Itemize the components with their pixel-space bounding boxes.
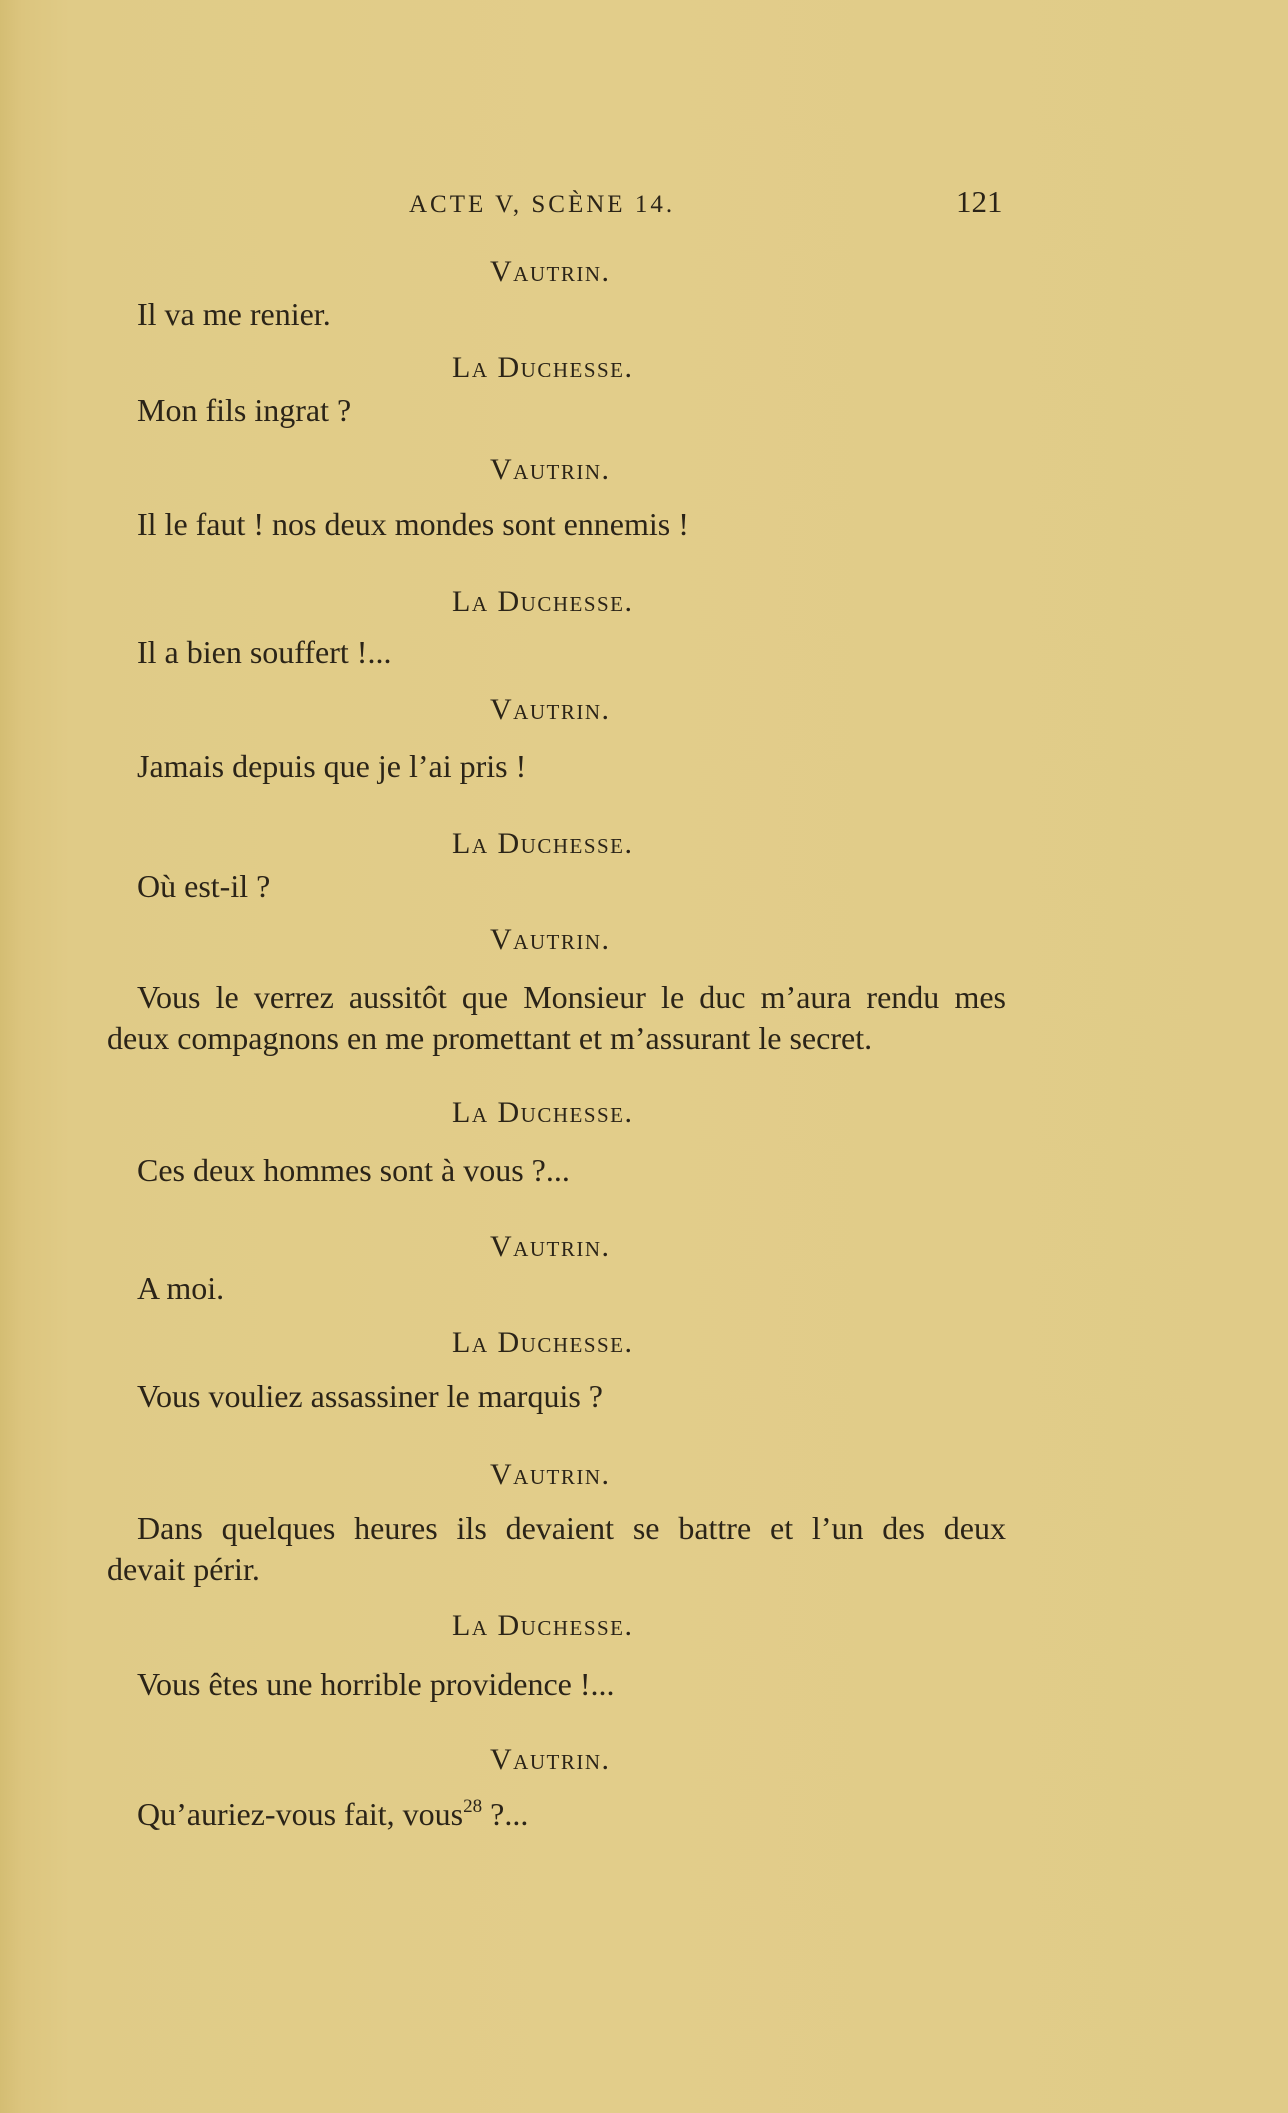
speaker-name: Vautrin. bbox=[490, 1230, 611, 1263]
dialogue-line: Il va me renier. bbox=[137, 296, 331, 332]
speaker-name: La Duchesse. bbox=[452, 585, 634, 618]
dialogue-text: ?... bbox=[490, 1796, 529, 1832]
speaker-name: Vautrin. bbox=[490, 255, 611, 288]
dialogue-paragraph bbox=[107, 977, 1006, 1059]
running-title: ACTE V, SCÈNE 14. bbox=[409, 191, 676, 218]
dialogue-line: Vous le verrez aussitôt que Monsieur le duc m’aura rendu mes bbox=[137, 979, 1006, 1015]
dialogue-line: Ces deux hommes sont à vous ?... bbox=[137, 1152, 570, 1188]
speaker-name: La Duchesse. bbox=[452, 1609, 634, 1642]
dialogue-line: Vous êtes une horrible providence !... bbox=[137, 1666, 615, 1702]
dialogue-line: Vous vouliez assassiner le marquis ? bbox=[137, 1378, 603, 1414]
dialogue-line: Jamais depuis que je l’ai pris ! bbox=[137, 748, 527, 784]
dialogue-line bbox=[137, 1794, 528, 1834]
page-number: 121 bbox=[956, 184, 1003, 219]
dialogue-line: Mon fils ingrat ? bbox=[137, 392, 352, 428]
dialogue-line: Il le faut ! nos deux mondes sont ennemis ! bbox=[137, 506, 689, 542]
speaker-name: La Duchesse. bbox=[452, 827, 634, 860]
dialogue-line: Dans quelques heures ils devaient se battre et l’un des deux bbox=[137, 1510, 1006, 1546]
dialogue-line: Où est-il ? bbox=[137, 868, 271, 904]
dialogue-line: deux compagnons en me promettant et m’assurant le secret. bbox=[107, 1020, 873, 1056]
dialogue-text: Qu’auriez-vous fait, vous bbox=[137, 1796, 464, 1832]
dialogue-line: devait périr. bbox=[107, 1551, 260, 1587]
speaker-name: Vautrin. bbox=[490, 453, 611, 486]
speaker-name: La Duchesse. bbox=[452, 351, 634, 384]
speaker-name: Vautrin. bbox=[490, 923, 611, 956]
footnote-reference: 28 bbox=[463, 1796, 483, 1817]
speaker-name: La Duchesse. bbox=[452, 1326, 634, 1359]
dialogue-paragraph bbox=[107, 1508, 1006, 1590]
speaker-name: La Duchesse. bbox=[452, 1096, 634, 1129]
dialogue-line: A moi. bbox=[137, 1270, 225, 1306]
speaker-name: Vautrin. bbox=[490, 1743, 611, 1776]
speaker-name: Vautrin. bbox=[490, 693, 611, 726]
dialogue-line: Il a bien souffert !... bbox=[137, 634, 392, 670]
speaker-name: Vautrin. bbox=[490, 1458, 611, 1491]
